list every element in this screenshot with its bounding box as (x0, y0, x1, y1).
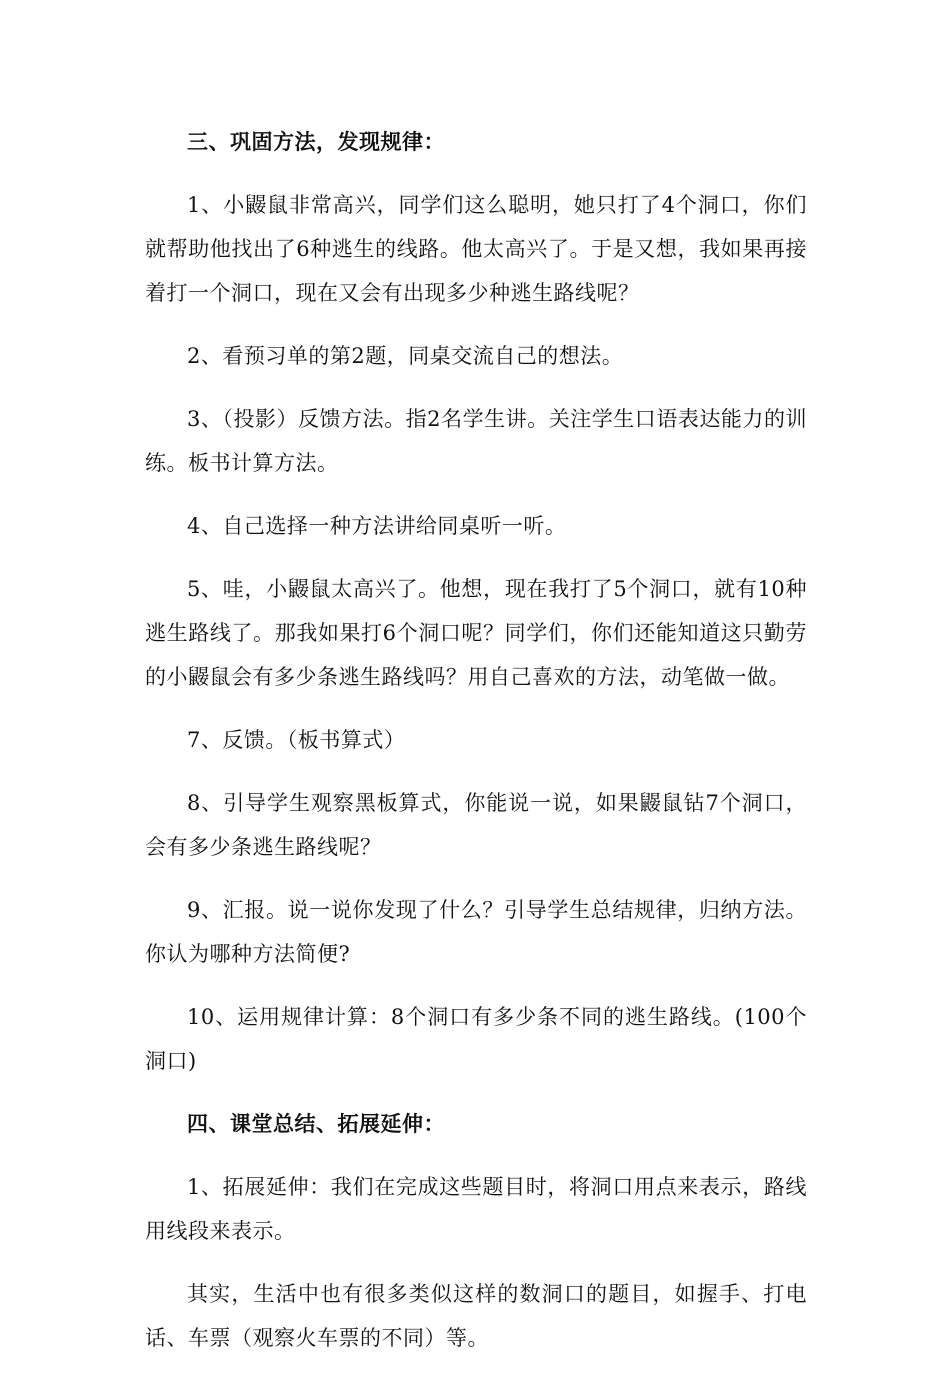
paragraph-step-7: 7、反馈。（板书算式） (187, 728, 406, 752)
paragraph-step-8: 8、引导学生观察黑板算式，你能说一说，如果鼹鼠钻7个洞口，会有多少条逃生路线呢？ (145, 791, 807, 859)
document-body (145, 120, 807, 1379)
paragraph-step-3: 3、（投影）反馈方法。指2名学生讲。关注学生口语表达能力的训练。板书计算方法。 (145, 407, 807, 475)
paragraph-step-5: 5、哇，小鼹鼠太高兴了。他想，现在我打了5个洞口，就有10种逃生路线了。那我如果打6个洞口呢？同学们，你们还能知道这只勤劳的小鼹鼠会有多少条逃生路线吗？用自己喜欢的方法，动笔做一做。 (145, 577, 807, 689)
paragraph-extension-1: 1、拓展延伸：我们在完成这些题目时，将洞口用点来表示，路线用线段来表示。 (145, 1175, 807, 1243)
paragraph-step-4: 4、自己选择一种方法讲给同桌听一听。 (187, 514, 567, 538)
paragraph-step-1: 1、小鼹鼠非常高兴，同学们这么聪明，她只打了4个洞口，你们就帮助他找出了6种逃生的线路。他太高兴了。于是又想，我如果再接着打一个洞口，现在又会有出现多少种逃生路线呢？ (145, 193, 807, 305)
paragraph-step-10: 10、运用规律计算：8个洞口有多少条不同的逃生路线。(100个洞口) (145, 1005, 807, 1073)
section-heading-4: 四、课堂总结、拓展延伸： (187, 1111, 445, 1136)
paragraph-step-2: 2、看预习单的第2题，同桌交流自己的想法。 (187, 344, 624, 368)
paragraph-extension-note: 其实，生活中也有很多类似这样的数洞口的题目，如握手、打电话、车票（观察火车票的不同）等。 (145, 1282, 807, 1350)
section-heading-3: 三、巩固方法，发现规律： (187, 129, 445, 154)
paragraph-step-9: 9、汇报。说一说你发现了什么？引导学生总结规律，归纳方法。你认为哪种方法简便? (145, 898, 807, 966)
